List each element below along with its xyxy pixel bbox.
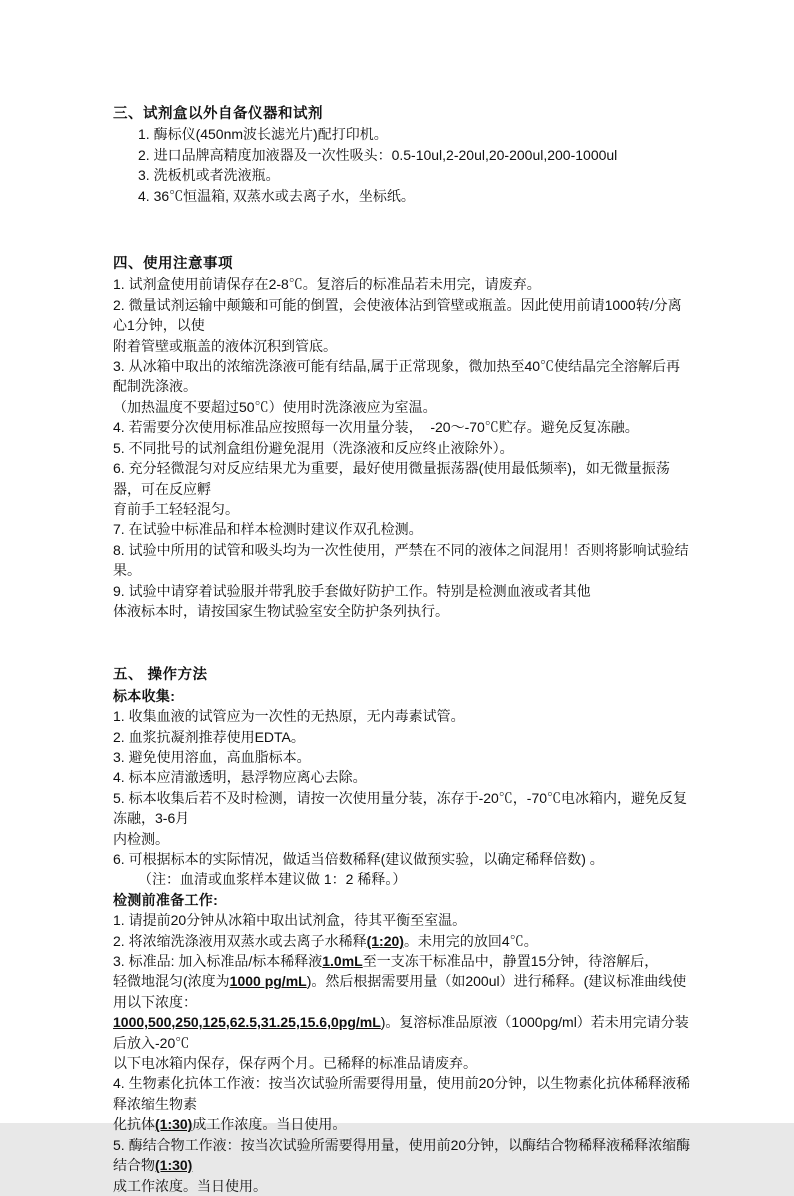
text-run: （加热温度不要超过50℃）使用时洗涤液应为室温。 [113,398,437,415]
text-line [113,165,693,185]
text-line [113,910,693,930]
emphasized-value: 1000,500,250,125,62.5,31.25,15.6,0pg/mL [113,1014,381,1031]
text-line [113,727,693,747]
emphasized-value: (1:30) [155,1116,193,1133]
text-line [113,747,693,767]
text-run: 附着管壁或瓶盖的液体沉积到管底。 [113,337,337,354]
text-line [113,931,693,951]
text-line [113,1135,693,1176]
text-line [113,519,693,539]
text-line [113,499,693,519]
text-line [113,1176,693,1196]
text-line [113,849,693,869]
text-run: 4. 生物素化抗体工作液：按当次试验所需要得用量，使用前20分钟，以生物素化抗体稀释液稀释浓缩生物素 [113,1075,691,1112]
section-precautions-body [113,274,693,621]
text-run: 成工作浓度。当日使用。 [192,1116,347,1133]
text-run: 1. 请提前20分钟从冰箱中取出试剂盒，待其平衡至室温。 [113,912,467,929]
text-run: 体液标本时，请按国家生物试验室安全防护条列执行。 [113,602,449,619]
text-line [113,336,693,356]
text-line [113,295,693,336]
text-run: 5. 不同批号的试剂盒组份避免混用（洗涤液和反应终止液除外）。 [113,439,514,456]
text-run: 5. 标本收集后若不及时检测，请按一次使用量分装，冻存于-20℃，-70℃电冰箱内，避免反复冻融，3-6月 [113,789,688,827]
text-line [113,274,693,294]
section-precautions [113,254,693,621]
section-procedure-body [113,686,693,1196]
section-equipment [113,104,693,206]
text-run: 2. 将浓缩洗涤液用双蒸水或去离子水稀释 [113,932,367,949]
text-line [113,829,693,849]
text-line [113,1073,693,1114]
text-line [113,706,693,726]
text-line [113,145,693,165]
text-run: 2. 进口品牌高精度加液器及一次性吸头：0.5-10ul,2-20ul,20-200ul,200-1000ul [138,146,618,163]
text-line [113,438,693,458]
text-line [113,1053,693,1073]
text-run: 3. 避免使用溶血，高血脂标本。 [113,748,311,765]
text-run: )。然后根据需要用量（如200ul）进行稀释。(建议标准曲线使用以下浓度： [113,973,687,1010]
text-run: 至一支冻干标准品中，静置15分钟，待溶解后， [362,953,659,970]
text-run: 检测前准备工作: [113,891,219,908]
text-line [113,581,693,601]
text-run: 标本收集: [113,687,176,704]
text-line [113,788,693,829]
text-run: )。复溶标准品原液（1000pg/ml）若未用完请分装后放入-20℃ [113,1014,689,1051]
text-run: 育前手工轻轻混匀。 [113,500,239,517]
text-run: 6. 可根据标本的实际情况，做适当倍数稀释(建议做预实验，以确定稀释倍数) 。 [113,851,604,867]
section-precautions-heading: 四、使用注意事项 [113,256,233,273]
text-run: （注：血清或血浆样本建议做 1：2 稀释。） [138,871,407,888]
text-run: 2. 微量试剂运输中颠簸和可能的倒置，会使液体沾到管壁或瓶盖。因此使用前请1000转/分离心1分钟，以使 [113,296,682,334]
emphasized-value: 1000 pg/mL [229,973,307,990]
text-line [113,540,693,581]
text-line [113,1114,693,1134]
text-line [113,356,693,397]
text-line [113,869,693,889]
text-line [113,1012,693,1053]
text-run: 4. 36℃恒温箱, 双蒸水或去离子水，坐标纸。 [138,187,415,204]
section-equipment-heading: 三、试剂盒以外自备仪器和试剂 [113,106,323,122]
emphasized-value: 1.0mL [322,953,363,970]
text-run: 轻微地混匀(浓度为 [113,973,230,990]
text-run: 3. 洗板机或者洗液瓶。 [138,167,280,184]
emphasized-value: (1:30) [155,1157,193,1174]
subsection-heading [113,890,693,910]
text-run: 4. 若需要分次使用标准品应按照每一次用量分装， -20～-70℃贮存。避免反复冻融。 [113,419,639,436]
text-line [113,767,693,787]
text-line [113,417,693,437]
text-line [113,601,693,621]
text-run: 8. 试验中所用的试管和吸头均为一次性使用，严禁在不同的液体之间混用！否则将影响试验结果。 [113,541,689,579]
text-line [113,458,693,499]
emphasized-value: (1:20) [366,932,404,949]
document-content [113,104,693,1196]
text-line [113,971,693,1012]
text-run: 9. 试验中请穿着试验服并带乳胶手套做好防护工作。特别是检测血液或者其他 [113,582,591,599]
text-run: 内检测。 [113,830,169,847]
text-line [113,124,693,144]
text-run: 1. 收集血液的试管应为一次性的无热原，无内毒素试管。 [113,708,465,725]
text-run: 化抗体 [113,1116,155,1133]
text-run: 成工作浓度。当日使用。 [113,1177,267,1194]
text-run: 3. 从冰箱中取出的浓缩洗涤液可能有结晶,属于正常现象，微加热至40℃使结晶完全溶解后再配制洗涤液。 [113,358,681,395]
subsection-heading [113,686,693,706]
section-procedure-heading: 五、 操作方法 [113,667,208,684]
text-run: 1. 酶标仪(450nm波长滤光片)配打印机。 [138,126,388,143]
text-run: 6. 充分轻微混匀对反应结果尤为重要，最好使用微量振荡器(使用最低频率)，如无微量振荡器，可在反应孵 [113,460,670,497]
section-procedure [113,665,693,1196]
text-run: 7. 在试验中标准品和样本检测时建议作双孔检测。 [113,521,423,538]
text-run: 5. 酶结合物工作液：按当次试验所需要得用量，使用前20分钟，以酶结合物稀释液稀释浓缩酶结合物 [113,1136,691,1174]
text-run: 。未用完的放回4℃。 [403,932,538,949]
section-equipment-body [113,124,693,206]
text-run: 3. 标准品: 加入标准品/标本稀释液 [113,953,323,970]
text-run: 1. 试剂盒使用前请保存在2-8℃。复溶后的标准品若未用完，请废弃。 [113,276,541,293]
text-run: 4. 标本应清澈透明，悬浮物应离心去除。 [113,769,367,786]
text-run: 2. 血浆抗凝剂推荐使用EDTA。 [113,728,305,745]
text-line [113,397,693,417]
text-line [113,951,693,971]
text-line [113,186,693,206]
text-run: 以下电冰箱内保存，保存两个月。已稀释的标准品请废弃。 [113,1055,477,1072]
